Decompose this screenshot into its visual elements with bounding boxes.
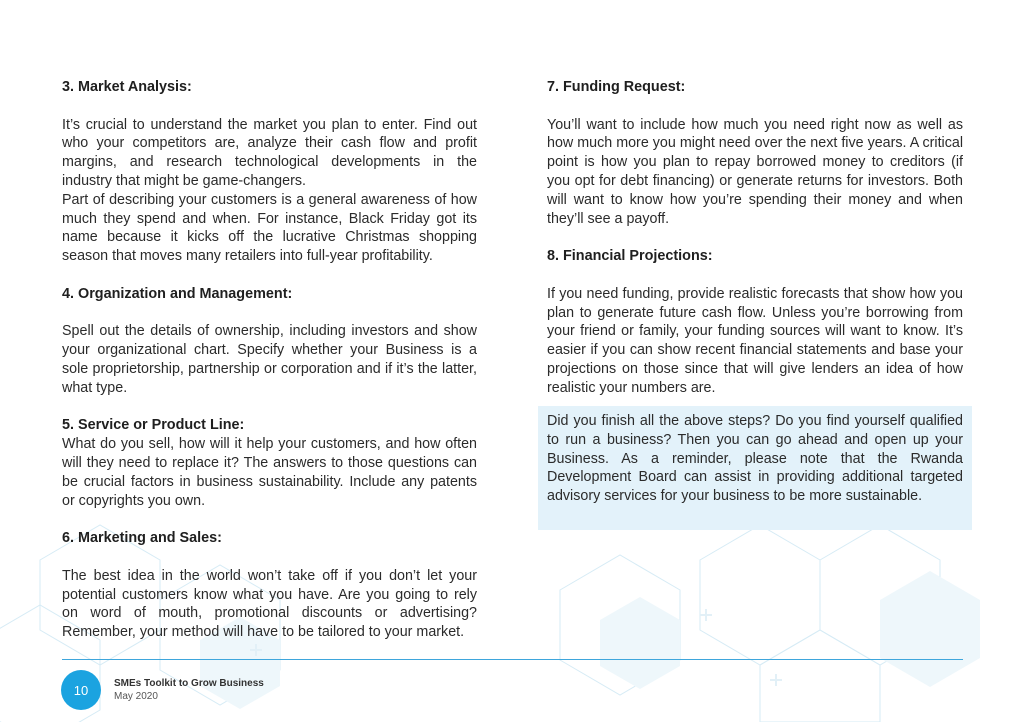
market-analysis-heading: 3. Market Analysis: [62, 79, 192, 95]
financial-projections-paragraph: If you need funding, provide realistic forecasts that show how you plan to generate future cash flow. Unless you’re borrowing from your friend or family, your funding sources will want to know. It’s easier if you can show recent financial statements and base your projections on those since that will give lenders an idea of how realistic your numbers are. [547, 285, 963, 396]
organization-management-heading: 4. Organization and Management: [62, 285, 293, 302]
market-analysis-paragraph-1: It’s crucial to understand the market you plan to enter. Find out who your competitors are, analyze their cash flow and profit margins, and research technological developments in the industry that might be game-changers. [62, 116, 477, 189]
summary-callout-text: Did you finish all the above steps? Do you find yourself qualified to run a business? Then you can go ahead and open up your Business. As a reminder, please note that the Rwanda Development Board can assist in providing additional targeted advisory services for your business to be more sustainable. [547, 413, 963, 505]
footer-divider [62, 659, 963, 660]
footer-document-title: SMEs Toolkit to Grow Business [114, 678, 264, 689]
marketing-sales-heading: 6. Marketing and Sales: [62, 530, 222, 547]
service-product-line-heading: 5. Service or Product Line: [62, 417, 245, 434]
page-number-badge [61, 670, 101, 710]
right-column [547, 78, 963, 398]
marketing-sales-paragraph: The best idea in the world won’t take off if you don’t let your potential customers know what you have. Are you going to rely on word of mouth, promotional discounts or advertising? Remember, your method will have to be tailored to your market. [62, 567, 477, 641]
funding-request-paragraph: You’ll want to include how much you need right now as well as how much more you might need over the next five years. A critical point is how you plan to repay borrowed money to creditors (if you opt for debt financing) or generate returns for investors. Both will want to know how you’re spending their money and when they’ll see a payoff. [547, 116, 963, 227]
footer-date: May 2020 [114, 691, 158, 702]
financial-projections-heading: 8. Financial Projections: [547, 248, 713, 265]
funding-request-heading: 7. Funding Request: [547, 79, 686, 95]
organization-management-paragraph: Spell out the details of ownership, including investors and show your organizational chart. Specify whether your Business is a sole proprietorship, partnership or corporation and if it’s the latter, what type. [62, 323, 477, 396]
service-product-line-paragraph: What do you sell, how will it help your customers, and how often will they need to replace it? The answers to those questions can be crucial factors in business sustainability. Include any patents or copyrights you own. [62, 436, 477, 509]
summary-callout-box [538, 406, 972, 530]
page-number: 10 [73, 682, 89, 698]
market-analysis-paragraph-2: Part of describing your customers is a general awareness of how much they spend and when. For instance, Black Friday got its name because it kicks off the lucrative Christmas shopping season that moves many retailers into full-year profitability. [62, 191, 477, 265]
left-column [62, 78, 477, 642]
